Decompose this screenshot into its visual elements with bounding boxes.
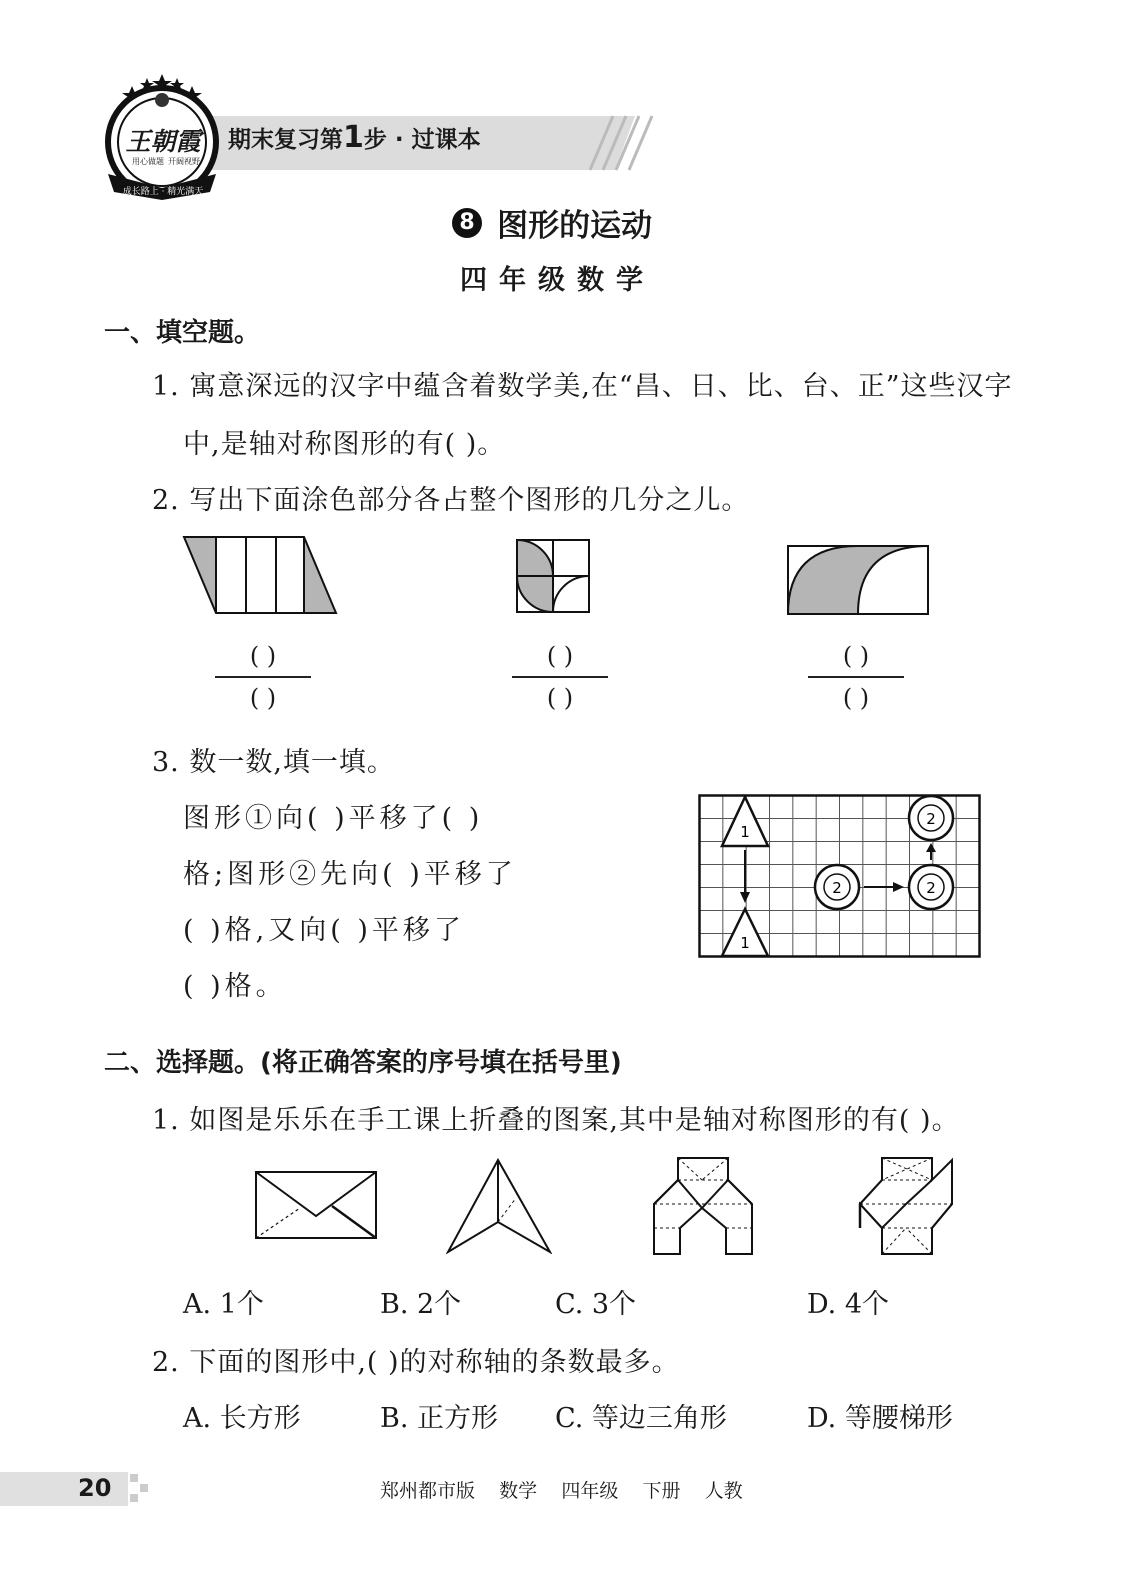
s2-q2: 2. 下面的图形中,( )的对称轴的条数最多。 — [152, 1347, 680, 1378]
s2-q1-option-a[interactable]: A. 1个 — [183, 1289, 264, 1320]
s2-q1-option-c[interactable]: C. 3个 — [555, 1289, 637, 1320]
grid-label-2-top: 2 — [926, 810, 936, 828]
page-subtitle: 四年级数学 — [460, 265, 655, 296]
s1-q3: 3. 数一数,填一填。 — [152, 747, 395, 778]
folded-figure-envelope — [254, 1170, 378, 1242]
folded-figure-shirt — [856, 1156, 956, 1256]
fraction-answer-3[interactable] — [808, 642, 904, 712]
folded-figure-arrowhead — [446, 1158, 552, 1254]
fraction-numerator: ( ) — [842, 642, 870, 670]
fraction-numerator: ( ) — [249, 642, 277, 670]
section2-heading: 二、选择题。(将正确答案的序号填在括号里) — [104, 1048, 622, 1078]
translation-grid — [698, 794, 984, 960]
s1-q3-line-2: 格;图形②先向( )平移了 — [183, 859, 517, 890]
chapter-title — [452, 200, 652, 244]
fraction-denominator: ( ) — [546, 684, 574, 712]
s1-q3-line-4: ( )格。 — [183, 971, 287, 1002]
fraction-figure-rectangle — [786, 542, 932, 618]
header — [100, 70, 560, 210]
s1-q1-line1: 1. 寓意深远的汉字中蕴含着数学美,在“昌、日、比、台、正”这些汉字 — [152, 371, 1013, 402]
folded-figure-boat — [652, 1156, 754, 1256]
s1-q2: 2. 写出下面涂色部分各占整个图形的几分之儿。 — [152, 485, 750, 516]
s2-q2-option-a[interactable]: A. 长方形 — [183, 1403, 301, 1434]
footer-info: 郑州都市版 数学 四年级 下册 人教 — [380, 1480, 743, 1502]
chapter-title-text: 图形的运动 — [497, 208, 653, 244]
fraction-denominator: ( ) — [249, 684, 277, 712]
badge-motto-right: 开阔视野 — [168, 157, 200, 166]
chapter-number-badge: 8 — [452, 208, 482, 238]
s2-q1-option-d[interactable]: D. 4个 — [807, 1289, 890, 1320]
fraction-answer-2[interactable] — [512, 642, 608, 712]
s1-q1-line2: 中,是轴对称图形的有( )。 — [183, 429, 506, 460]
fraction-bar — [808, 676, 904, 678]
grid-label-1-top: 1 — [740, 823, 750, 841]
badge-ribbon-text: 成长路上 · 精光满天 — [122, 187, 204, 197]
page-number: 20 — [78, 1474, 112, 1502]
s1-q3-line-1: 图形①向( )平移了( ) — [183, 803, 484, 834]
fraction-bar — [215, 676, 311, 678]
fraction-figure-square — [515, 538, 591, 614]
s2-q2-option-c[interactable]: C. 等边三角形 — [555, 1403, 727, 1434]
fraction-figure-parallelogram — [180, 535, 340, 617]
footer-decor — [130, 1474, 148, 1504]
grid-label-2-left: 2 — [832, 879, 842, 897]
section1-heading: 一、填空题。 — [104, 318, 261, 348]
s2-q1-option-b[interactable]: B. 2个 — [380, 1289, 462, 1320]
fraction-bar — [512, 676, 608, 678]
grid-label-1-bottom: 1 — [740, 934, 750, 952]
fraction-denominator: ( ) — [842, 684, 870, 712]
badge-motto-left: 用心做题 — [132, 157, 164, 166]
grid-label-2-middle: 2 — [926, 879, 936, 897]
s2-q1: 1. 如图是乐乐在手工课上折叠的图案,其中是轴对称图形的有( )。 — [152, 1105, 960, 1136]
fraction-answer-1[interactable] — [215, 642, 311, 712]
fraction-numerator: ( ) — [546, 642, 574, 670]
s2-q2-option-d[interactable]: D. 等腰梯形 — [807, 1403, 953, 1434]
s1-q3-line-3: ( )格,又向( )平移了 — [183, 915, 465, 946]
badge-name: 王朝霞 — [125, 127, 201, 156]
s2-q2-option-b[interactable]: B. 正方形 — [380, 1403, 499, 1434]
header-banner-text: 期末复习第1步 · 过课本 — [228, 120, 481, 155]
